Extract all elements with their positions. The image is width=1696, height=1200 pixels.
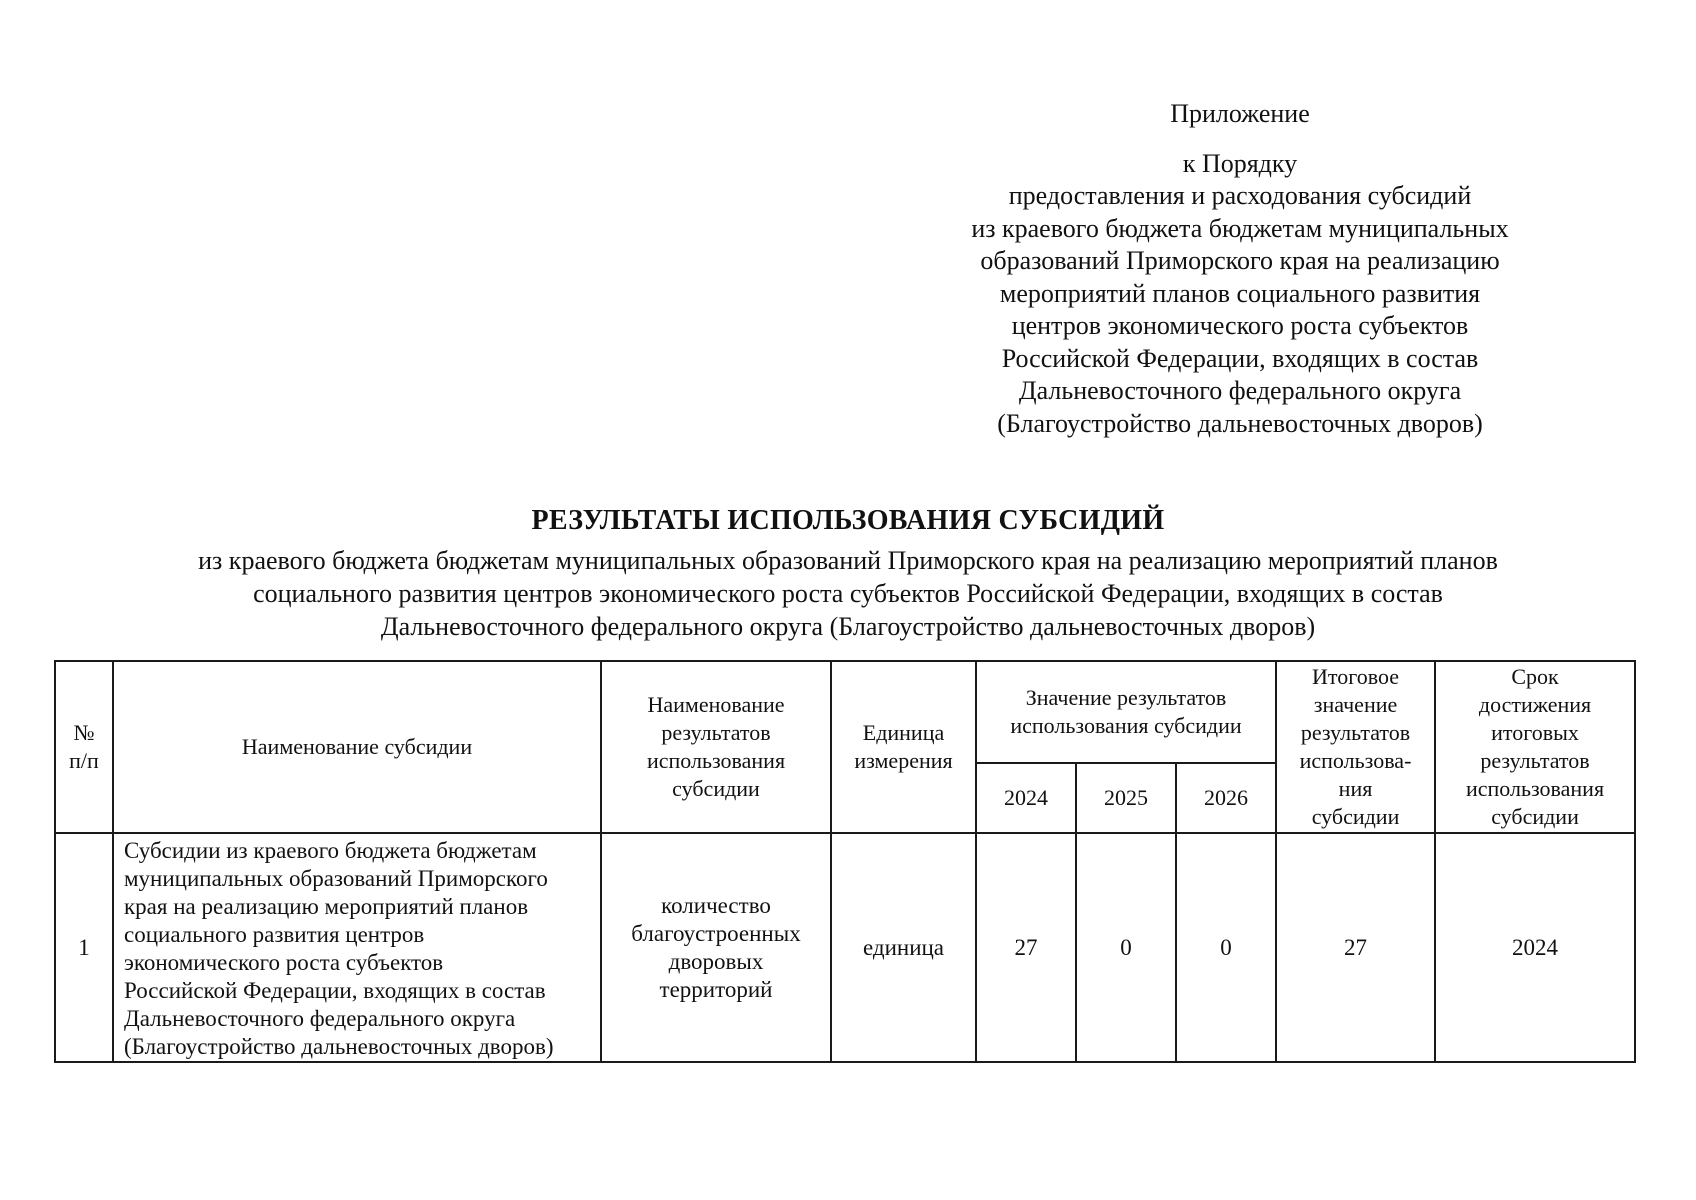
appendix-line: предоставления и расходования субсидий	[1008, 181, 1472, 210]
appendix-line: образований Приморского края на реализацию	[980, 246, 1500, 275]
header-values-group: Значение результатов использования субсидии	[976, 661, 1276, 763]
document-subtitle	[60, 544, 1636, 643]
subtitle-line: из краевого бюджета бюджетам муниципальных образований Приморского края на реализацию мероприятий планов	[198, 546, 1498, 575]
header-final-value: Итоговое значение результатов использова- ния субсидии	[1276, 661, 1435, 833]
header-deadline: Срок достижения итоговых результатов использования субсидии	[1435, 661, 1635, 833]
cell-value-2025: 0	[1076, 833, 1176, 1062]
appendix-line: к Порядку	[1182, 148, 1298, 178]
cell-subsidy-name: Субсидии из краевого бюджета бюджетам муниципальных образований Приморского края на реализацию мероприятий планов социального развития центров экономического роста субъектов Российской Федерации, входящих в состав Дальневосточного федерального округа (Благоустройство дальневосточных дворов)	[113, 833, 601, 1062]
cell-deadline: 2024	[1435, 833, 1635, 1062]
appendix-line: центров экономического роста субъектов	[1011, 311, 1469, 340]
table-row	[55, 833, 1635, 1062]
cell-result-name: количество благоустроенных дворовых территорий	[601, 833, 831, 1062]
results-table	[54, 660, 1636, 1063]
cell-unit: единица	[831, 833, 976, 1062]
cell-value-2024: 27	[976, 833, 1076, 1062]
appendix-line: из краевого бюджета бюджетам муниципальных	[971, 213, 1509, 243]
cell-num: 1	[55, 833, 113, 1062]
header-subsidy-name: Наименование субсидии	[113, 661, 601, 833]
appendix-line: (Благоустройство дальневосточных дворов)	[997, 408, 1483, 438]
header-result-name: Наименование результатов использования субсидии	[601, 661, 831, 833]
appendix-line: Дальневосточного федерального округа	[1018, 376, 1462, 405]
header-year-2026: 2026	[1176, 763, 1276, 833]
subtitle-line: Дальневосточного федерального округа (Благоустройство дальневосточных дворов)	[380, 612, 1316, 641]
appendix-line: Российской Федерации, входящих в состав	[1001, 343, 1479, 373]
document-title: РЕЗУЛЬТАТЫ ИСПОЛЬЗОВАНИЯ СУБСИДИЙ	[531, 505, 1165, 536]
header-year-2024: 2024	[976, 763, 1076, 833]
subtitle-line: социального развития центров экономического роста субъектов Российской Федерации, входящих в состав	[253, 579, 1443, 608]
appendix-line: мероприятий планов социального развития	[999, 278, 1481, 308]
appendix-title: Приложение	[1170, 99, 1310, 128]
header-unit: Единица измерения	[831, 661, 976, 833]
cell-final-value: 27	[1276, 833, 1435, 1062]
header-year-2025: 2025	[1076, 763, 1176, 833]
appendix-block	[920, 98, 1560, 440]
header-num: № п/п	[55, 661, 113, 833]
cell-value-2026: 0	[1176, 833, 1276, 1062]
